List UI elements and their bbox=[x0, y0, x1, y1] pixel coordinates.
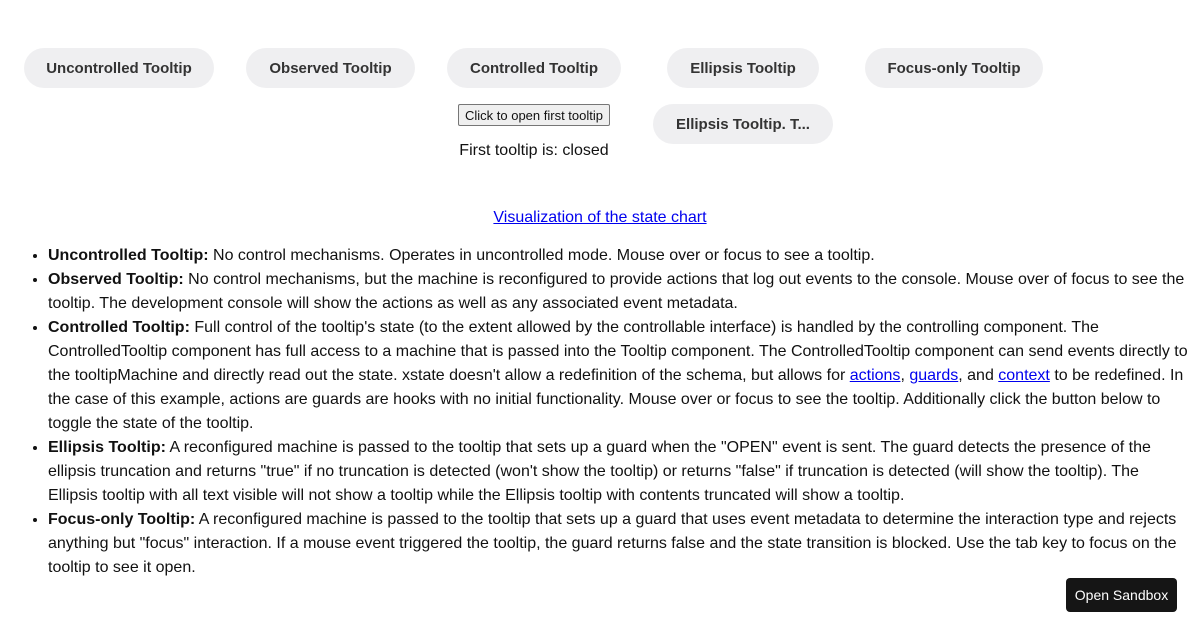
first-tooltip-status: First tooltip is: closed bbox=[459, 142, 609, 159]
controlled-tooltip-trigger[interactable] bbox=[447, 48, 621, 88]
observed-description-title: Observed Tooltip: bbox=[48, 271, 184, 288]
list-item-observed bbox=[48, 268, 1192, 316]
focus-only-tooltip-trigger[interactable] bbox=[865, 48, 1043, 88]
uncontrolled-tooltip-label: Uncontrolled Tooltip bbox=[46, 59, 192, 77]
list-item-focus-only bbox=[48, 508, 1192, 580]
list-item-ellipsis bbox=[48, 436, 1192, 508]
controlled-description-separator-1: , bbox=[900, 367, 910, 384]
context-link[interactable]: context bbox=[998, 367, 1050, 384]
ellipsis-tooltip-trigger[interactable] bbox=[667, 48, 819, 88]
actions-link[interactable]: actions bbox=[849, 367, 901, 384]
uncontrolled-tooltip-trigger[interactable] bbox=[24, 48, 214, 88]
observed-tooltip-trigger[interactable] bbox=[246, 48, 415, 88]
state-chart-link-container bbox=[0, 209, 1200, 227]
focus-only-description-text: A reconfigured machine is passed to the tooltip that sets up a guard that uses event metadata to determine the interaction type and rejects anything but "focus" interaction. If a mouse event triggered the tooltip, the guard returns false and the state transition is blocked. Use the tab key to focus on the tooltip to see it open. bbox=[48, 511, 1177, 576]
controlled-description-text-2: to be redefined. In the case of this example, actions are guards are hooks with no initial functionality. Mouse over or focus to see the tooltip. Additionally click the button below to toggle the state of the tooltip. bbox=[48, 367, 1184, 432]
controlled-description-separator-2: , and bbox=[958, 367, 999, 384]
controlled-description-text-1: Full control of the tooltip's state (to the extent allowed by the controllable interface) is handled by the controlling component. The ControlledTooltip component has full access to a machine that is passed into the Tooltip component. The ControlledTooltip component can send events directly to the tooltipMachine and directly read out the state. xstate doesn't allow a redefinition of the schema, but allows for bbox=[48, 319, 1188, 384]
state-chart-visualization-link[interactable]: Visualization of the state chart bbox=[493, 209, 707, 226]
uncontrolled-description-text: No control mechanisms. Operates in uncontrolled mode. Mouse over or focus to see a tooltip. bbox=[208, 247, 875, 264]
ellipsis-description-title: Ellipsis Tooltip: bbox=[48, 439, 166, 456]
uncontrolled-description-title: Uncontrolled Tooltip: bbox=[48, 247, 209, 264]
tooltip-descriptions-list bbox=[48, 244, 1192, 580]
controlled-tooltip-label: Controlled Tooltip bbox=[469, 59, 599, 77]
list-item-uncontrolled bbox=[48, 244, 1192, 268]
guards-link[interactable]: guards bbox=[909, 367, 959, 384]
controlled-description-title: Controlled Tooltip: bbox=[48, 319, 190, 336]
ellipsis-truncated-tooltip-trigger[interactable] bbox=[653, 104, 833, 144]
open-sandbox-button[interactable]: Open Sandbox bbox=[1066, 578, 1177, 612]
observed-tooltip-label: Observed Tooltip bbox=[269, 59, 392, 77]
ellipsis-truncated-tooltip-label: Ellipsis Tooltip. T... bbox=[676, 115, 810, 133]
focus-only-description-title: Focus-only Tooltip: bbox=[48, 511, 196, 528]
list-item-controlled bbox=[48, 316, 1192, 436]
focus-only-tooltip-label: Focus-only Tooltip bbox=[887, 59, 1021, 77]
ellipsis-description-text: A reconfigured machine is passed to the tooltip that sets up a guard when the "OPEN" event is sent. The guard detects the presence of the ellipsis truncation and returns "true" if no truncation is detected (won't show the tooltip) or returns "false" if truncation is detected (will show the tooltip). The Ellipsis tooltip with all text visible will not show a tooltip while the Ellipsis tooltip with contents truncated will show a tooltip. bbox=[48, 439, 1151, 504]
observed-description-text: No control mechanisms, but the machine is reconfigured to provide actions that log out events to the console. Mouse over of focus to see the tooltip. The development console will show the actions as well as any associated event metadata. bbox=[48, 271, 1185, 312]
open-first-tooltip-button[interactable]: Click to open first tooltip bbox=[458, 104, 610, 126]
ellipsis-tooltip-label: Ellipsis Tooltip bbox=[690, 59, 796, 77]
